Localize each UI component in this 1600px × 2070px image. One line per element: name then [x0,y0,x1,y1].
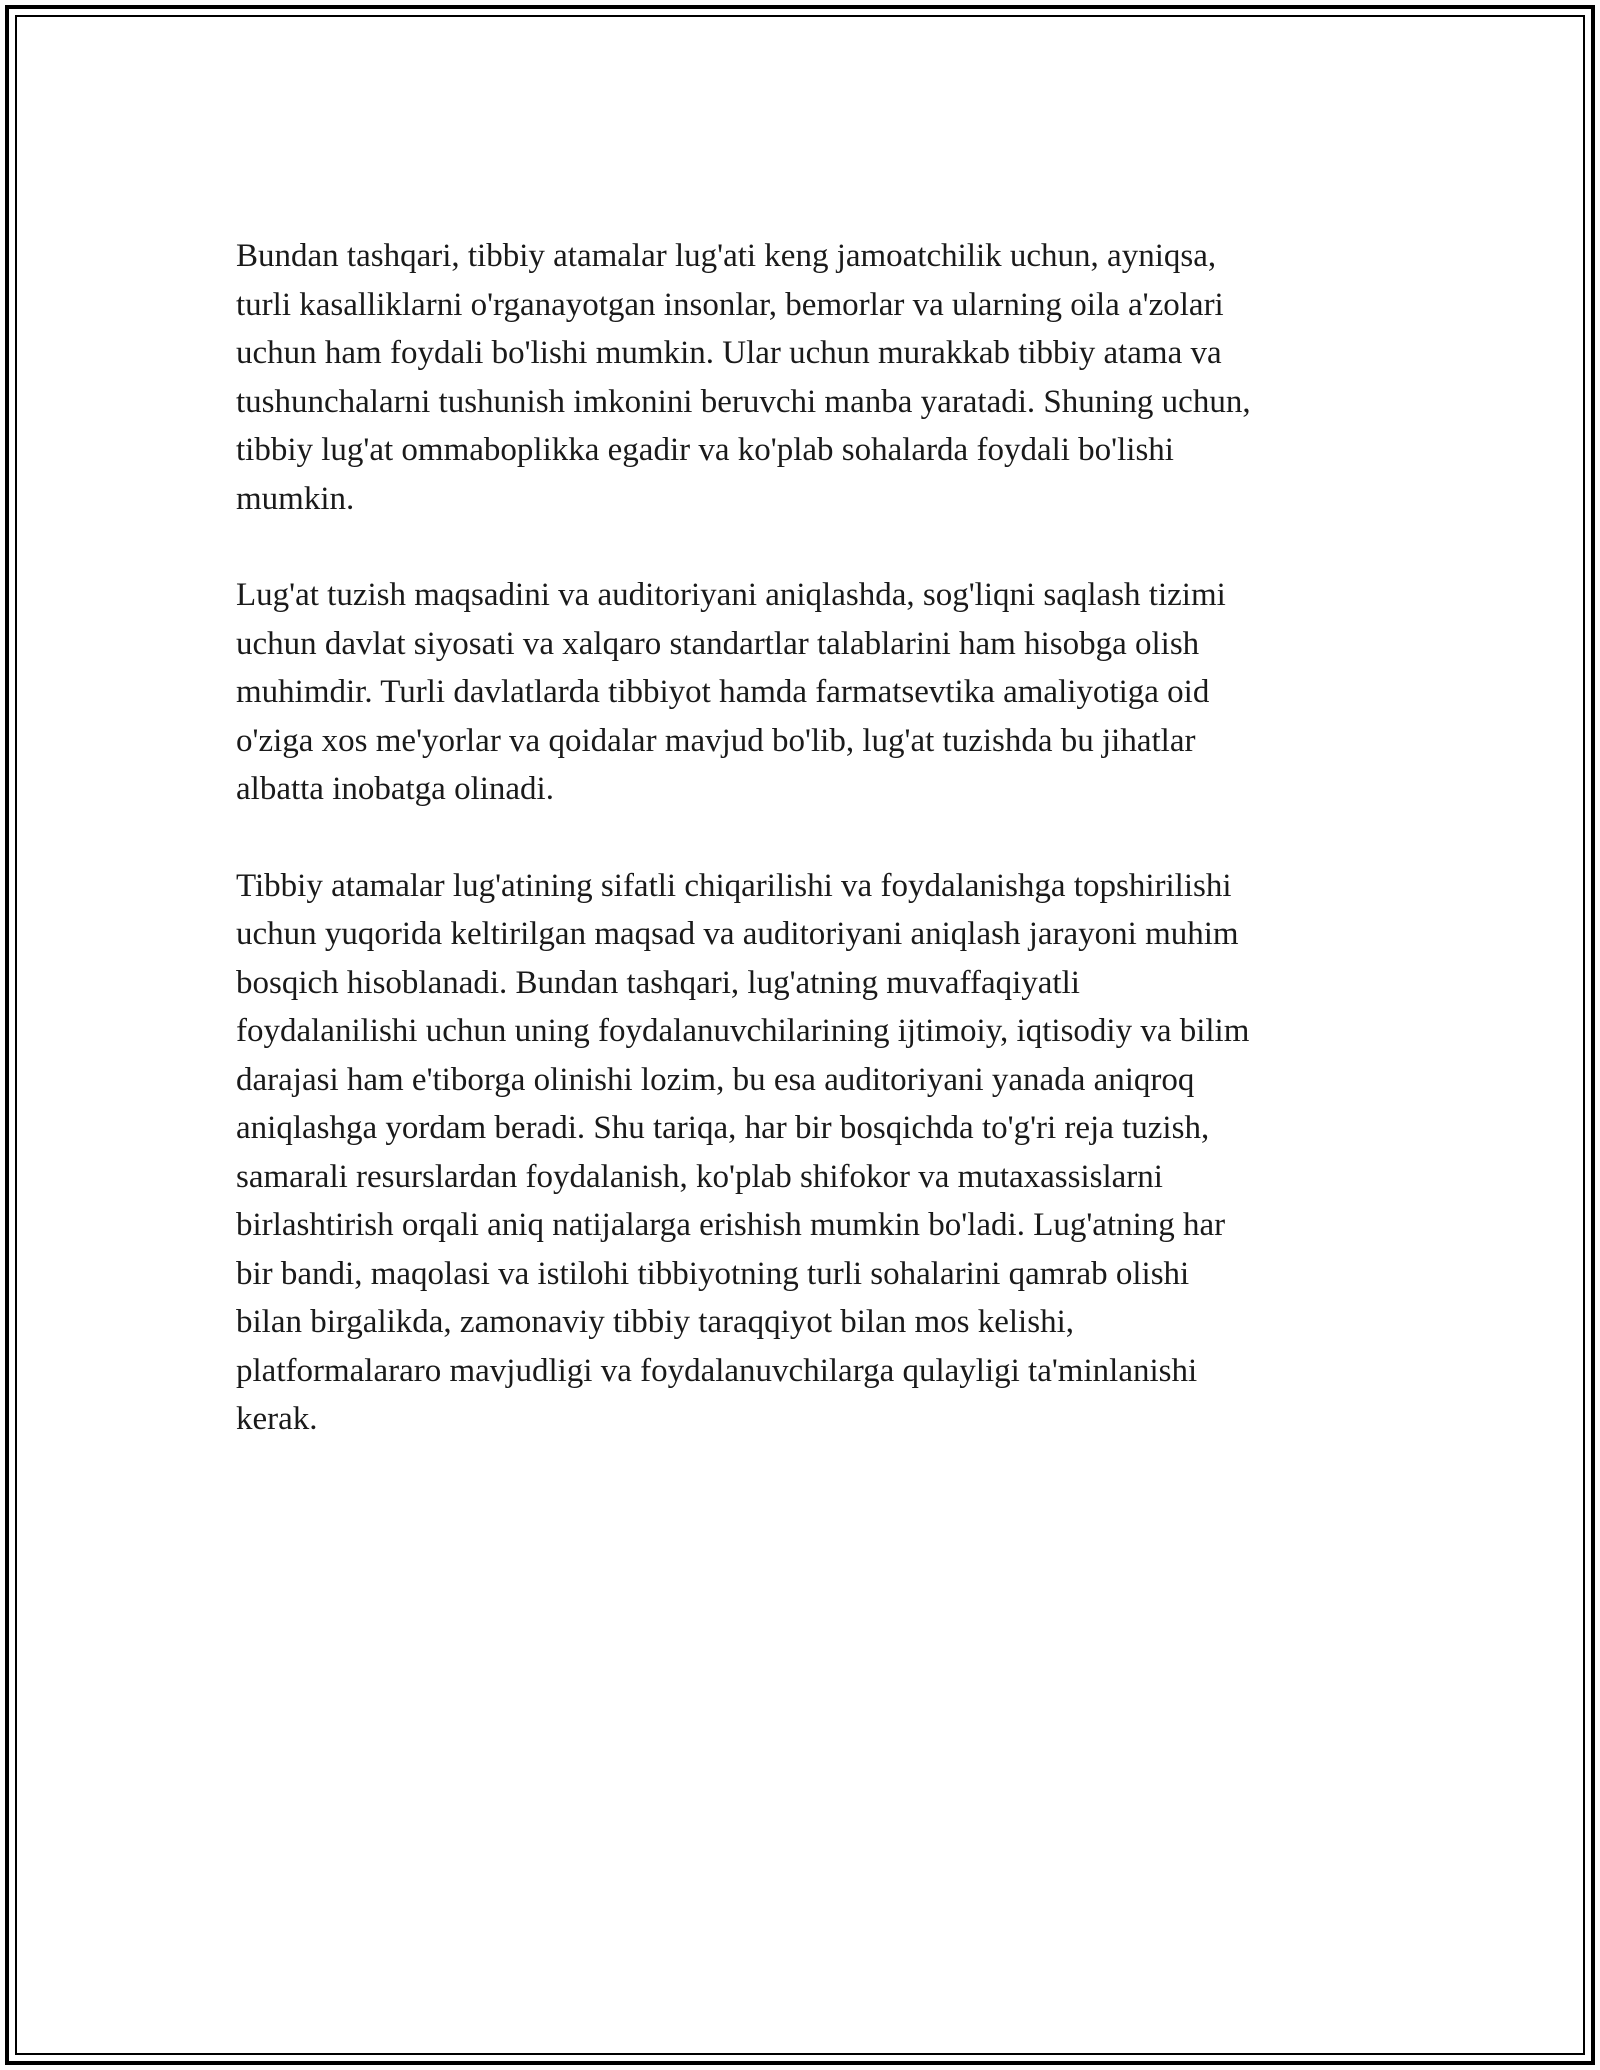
document-body [236,232,1376,1492]
paragraph-1: Bundan tashqari, tibbiy atamalar lug'ati keng jamoatchilik uchun, ayniqsa, turli kasalliklarni o'rganayotgan insonlar, bemorlar va ularning oila a'zolari uchun ham foydali bo'lishi mumkin. Ular uchun murakkab tibbiy atama va tushunchalarni tushunish imkonini beruvchi manba yaratadi. Shuning uchun, tibbiy lug'at ommaboplikka egadir va ko'plab sohalarda foydali bo'lishi mumkin. [236,238,1251,517]
paragraph-2: Lug'at tuzish maqsadini va auditoriyani aniqlashda, sog'liqni saqlash tizimi uchun davlat siyosati va xalqaro standartlar talablarini ham hisobga olish muhimdir. Turli davlatlarda tibbiyot hamda farmatsevtika amaliyotiga oid o'ziga xos me'yorlar va qoidalar mavjud bo'lib, lug'at tuzishda bu jihatlar albatta inobatga olinadi. [236,577,1226,807]
paragraph-3: Tibbiy atamalar lug'atining sifatli chiqarilishi va foydalanishga topshirilishi uchun yuqorida keltirilgan maqsad va auditoriyani aniqlash jarayoni muhim bosqich hisoblanadi. Bundan tashqari, lug'atning muvaffaqiyatli foydalanilishi uchun uning foydalanuvchilarining ijtimoiy, iqtisodiy va bilim darajasi ham e'tiborga olinishi lozim, bu esa auditoriyani yanada aniqroq aniqlashga yordam beradi. Shu tariqa, har bir bosqichda to'g'ri reja tuzish, samarali resurslardan foydalanish, ko'plab shifokor va mutaxassislarni birlashtirish orqali aniq natijalarga erishish mumkin bo'ladi. Lug'atning har bir bandi, maqolasi va istilohi tibbiyotning turli sohalarini qamrab olishi bilan birgalikda, zamonaviy tibbiy taraqqiyot bilan mos kelishi, platformalararo mavjudligi va foydalanuvchilarga qulayligi ta'minlanishi kerak. [236,867,1250,1437]
